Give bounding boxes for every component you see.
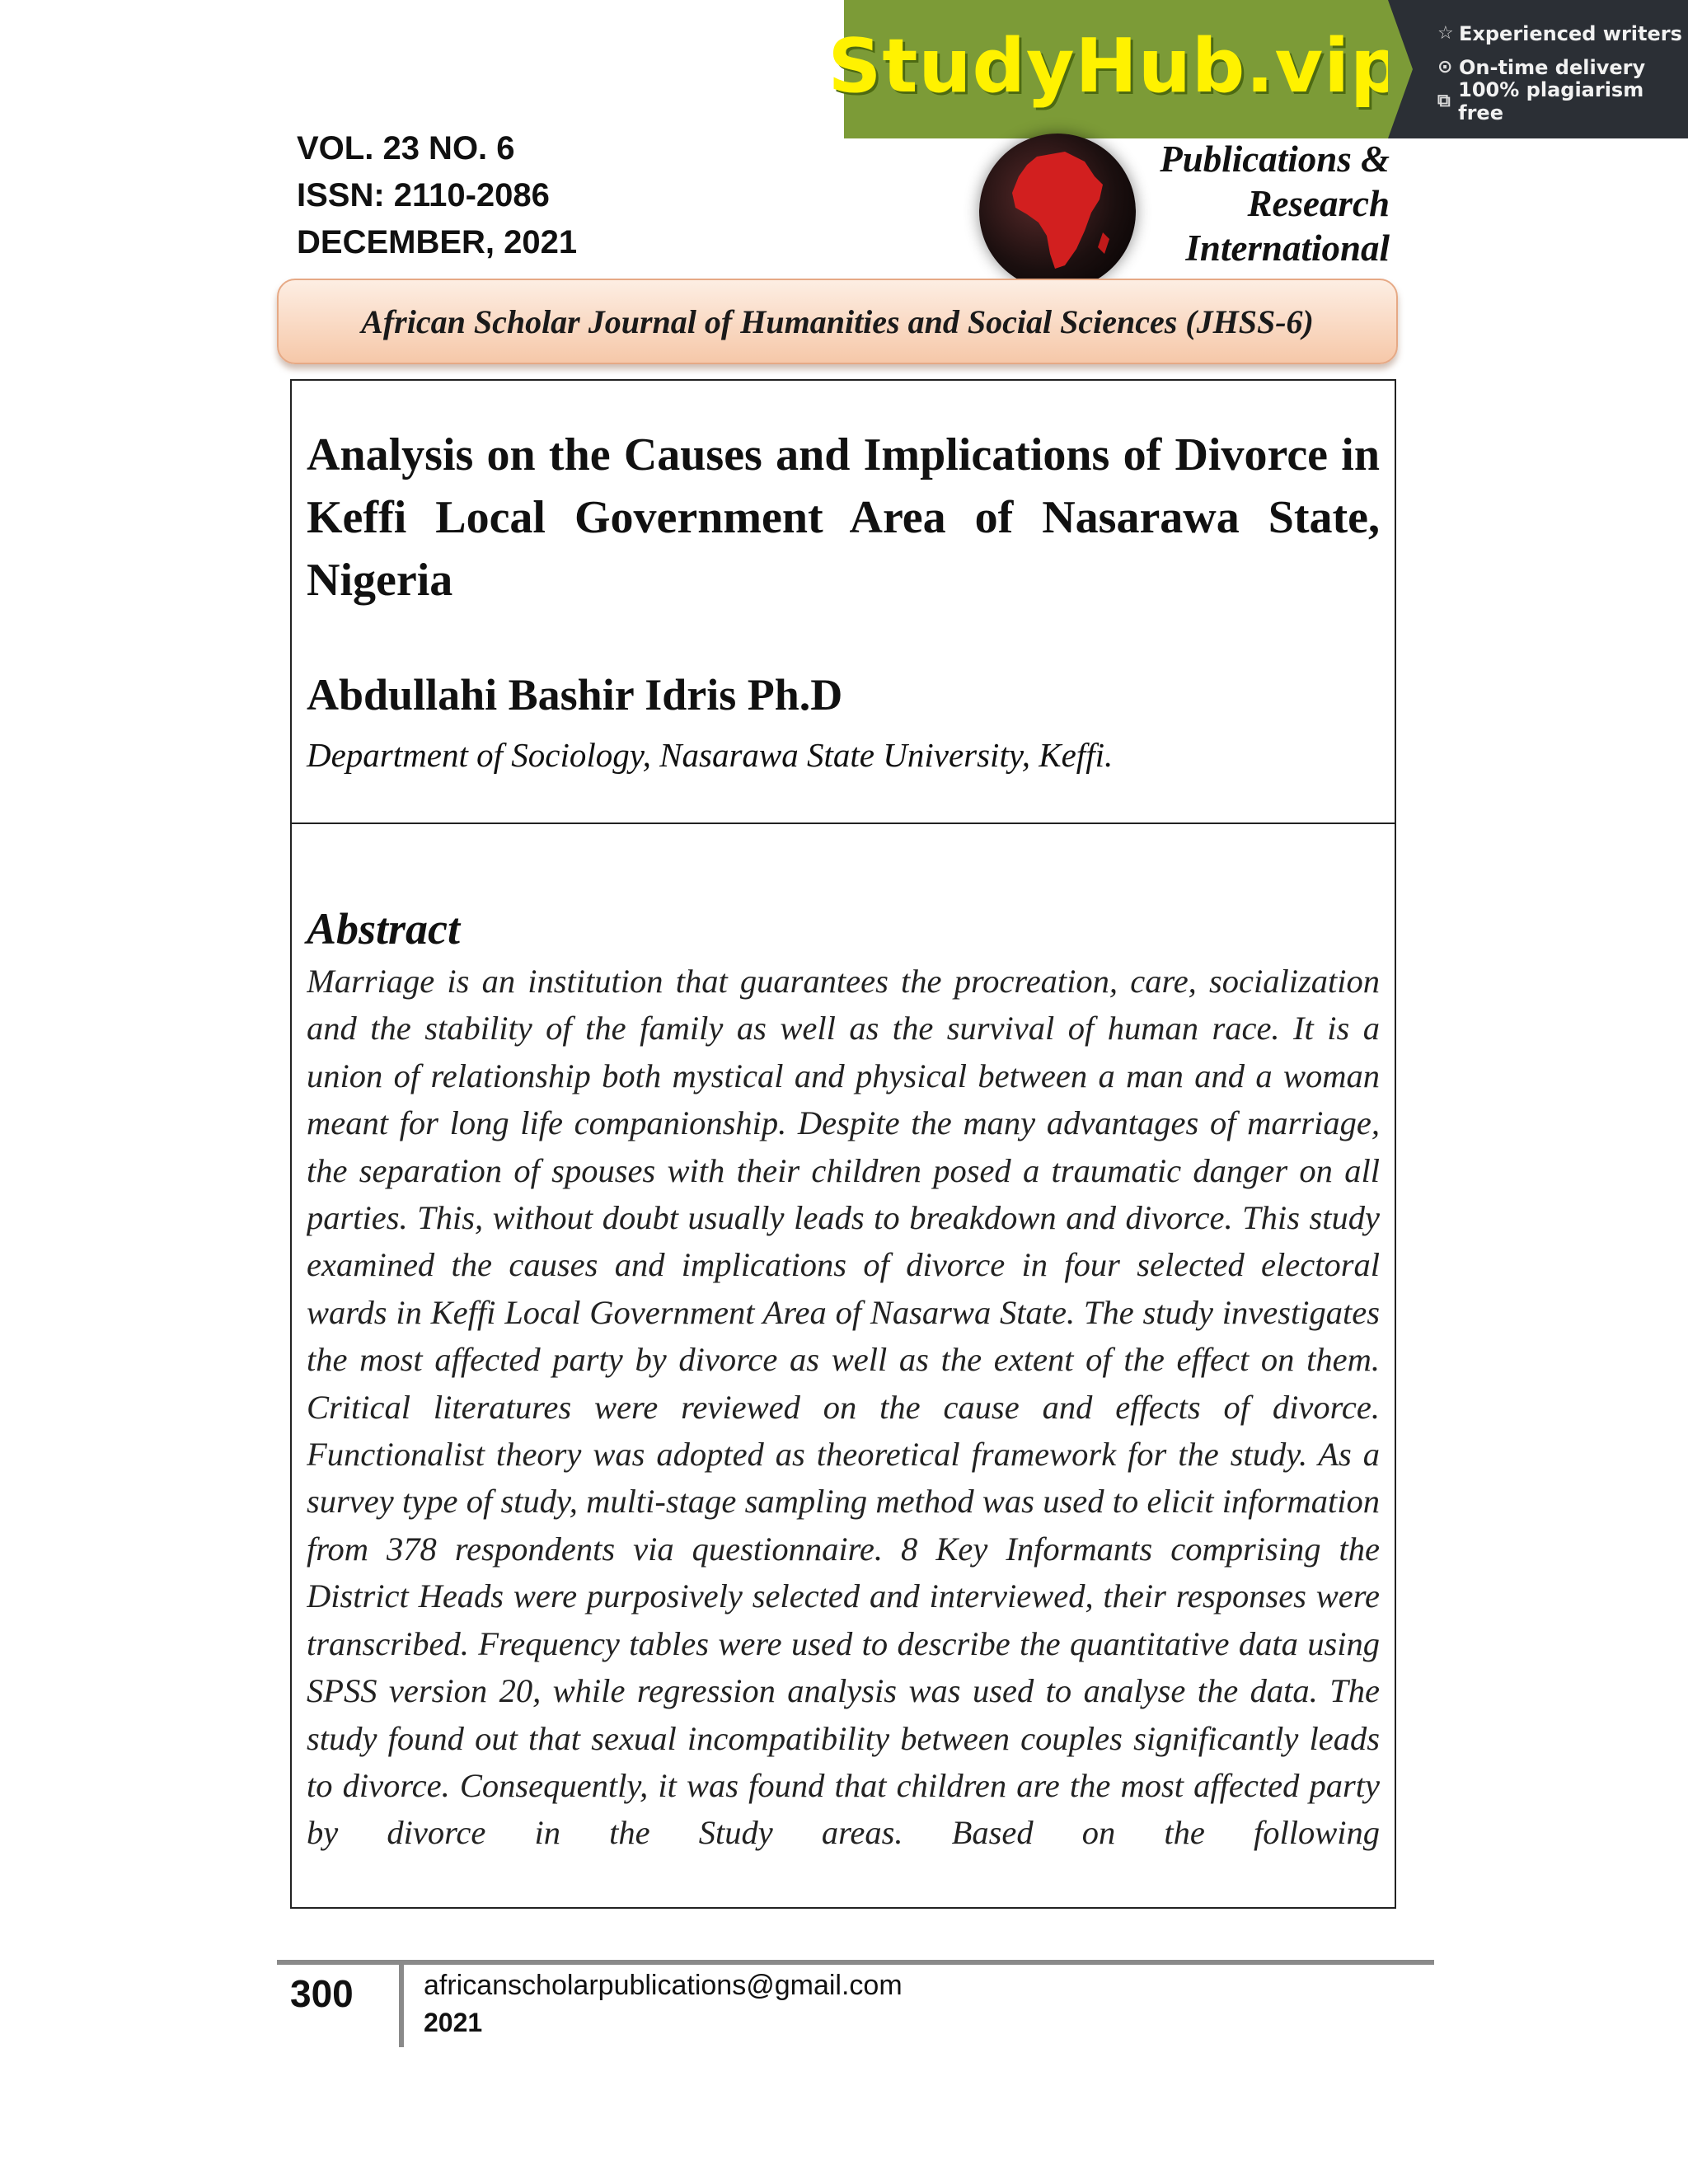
feature-item (1437, 77, 1688, 124)
feature-item (1437, 16, 1688, 50)
feature-label: Experienced writers (1459, 21, 1682, 45)
feature-list (1388, 0, 1688, 138)
clock-icon: ⊙ (1437, 57, 1453, 77)
journal-title-banner: African Scholar Journal of Humanities and Social Sciences (JHSS-6) (277, 279, 1398, 364)
abstract-text: Marriage is an institution that guarantees the procreation, care, socialization and the stability of the family as well as the survival of human race. It is a union of relationship both mystical and physical between a man and a woman meant for long life companionship. Despite the many advantages of marriage, the separation of spouses with their children posed a traumatic danger on all parties. This, without doubt usually leads to breakdown and divorce. This study examined the causes and implications of divorce in four selected electoral wards in Keffi Local Government Area of Nasarwa State. The study investigates the most affected party by divorce as well as the extent of the effect on them. Critical literatures were reviewed on the cause and effects of divorce. Functionalist theory was adopted as theoretical framework for the study. As a survey type of study, multi-stage sampling method was used to elicit information from 378 respondents via questionnaire. 8 Key Informants comprising the District Heads were purposively selected and interviewed, their responses were transcribed. Frequency tables were used to describe the quantitative data using SPSS version 20, while regression analysis was used to analyse the data. The study found out that sexual incompatibility between couples significantly leads to divorce. Consequently, it was found that children are the most affected party by divorce in the Study areas. Based on the following (307, 963, 1380, 1852)
publisher-line: International (1185, 227, 1390, 269)
article-title: Analysis on the Causes and Implications of Divorce in Keffi Local Government Area of Nasarawa State, Nigeria (307, 429, 1380, 606)
publisher-line: Publications & (1160, 138, 1390, 180)
page-number: 300 (290, 1972, 354, 2015)
article-frame (290, 379, 1396, 1909)
author-affiliation: Department of Sociology, Nasarawa State University, Keffi. (307, 736, 1114, 774)
feature-label: 100% plagiarism free (1458, 77, 1644, 124)
section-divider (292, 823, 1395, 824)
promo-banner[interactable] (828, 0, 1688, 138)
copy-icon: ⧉ (1437, 91, 1451, 111)
issue-date: DECEMBER, 2021 (297, 224, 578, 260)
footer-year: 2021 (424, 2008, 483, 2037)
feature-label: On-time delivery (1459, 55, 1646, 79)
contact-email[interactable]: africanscholarpublications@gmail.com (424, 1970, 903, 2001)
journal-meta (297, 125, 577, 266)
volume-label: VOL. 23 NO. 6 (297, 130, 515, 166)
brand-logo-text[interactable]: StudyHub.vip (828, 22, 1404, 110)
abstract-heading: Abstract (307, 904, 461, 954)
star-icon: ☆ (1437, 23, 1454, 44)
issn-label: ISSN: 2110-2086 (297, 177, 550, 213)
footer-rule (277, 1960, 1434, 1965)
brand-panel[interactable] (828, 0, 1404, 138)
footer-divider (399, 1965, 404, 2047)
publisher-name (1160, 137, 1390, 270)
author-name: Abdullahi Bashir Idris Ph.D (307, 670, 843, 719)
africa-globe-icon (979, 134, 1136, 290)
publisher-line: Research (1247, 183, 1390, 224)
